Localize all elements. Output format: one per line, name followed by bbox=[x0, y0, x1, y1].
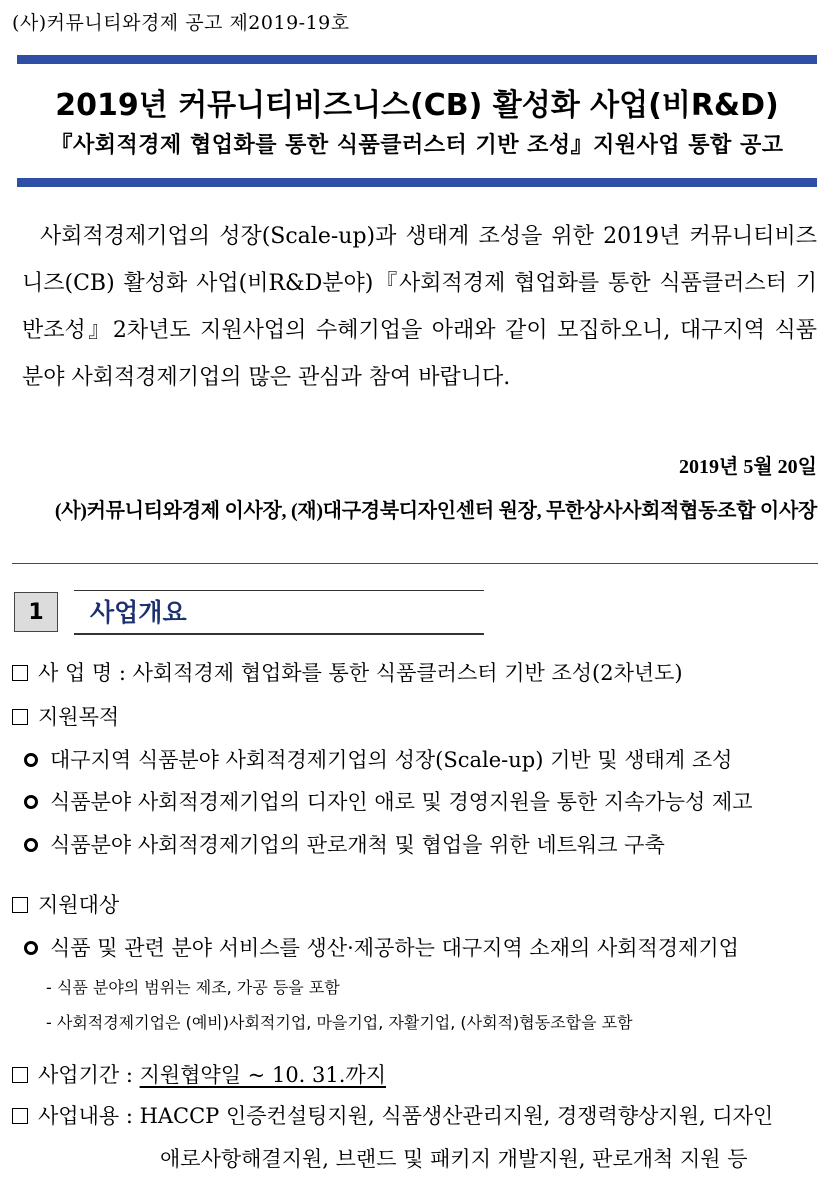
section-number: 1 bbox=[14, 592, 58, 632]
project-name-row bbox=[12, 657, 683, 687]
purpose-bullet-text: 식품분야 사회적경제기업의 디자인 애로 및 경영지원을 통한 지속가능성 제고 bbox=[50, 790, 753, 814]
purpose-bullet bbox=[24, 744, 732, 774]
content-row bbox=[12, 1100, 773, 1130]
divider bbox=[12, 563, 818, 564]
target-bullet-text: 식품 및 관련 분야 서비스를 생산·제공하는 대구지역 소재의 사회적경제기업 bbox=[50, 936, 739, 960]
checkbox-square-icon bbox=[12, 897, 28, 913]
target-note: - 사회적경제기업은 (예비)사회적기업, 마을기업, 자활기업, (사회적)협동조합을 포함 bbox=[46, 1013, 633, 1032]
target-label: 지원대상 bbox=[38, 893, 120, 917]
content-label: 사업내용 : HACCP 인증컨설팅지원, 식품생산관리지원, 경쟁력향상지원, 디자인 bbox=[38, 1104, 774, 1128]
period-row bbox=[12, 1059, 386, 1089]
section-title: 사업개요 bbox=[90, 598, 187, 627]
checkbox-square-icon bbox=[12, 709, 28, 725]
checkbox-square-icon bbox=[12, 1067, 28, 1083]
content-continuation: 애로사항해결지원, 브랜드 및 패키지 개발지원, 판로개척 지원 등 bbox=[160, 1147, 748, 1171]
signers: (사)커뮤니티와경제 이사장, (재)대구경북디자인센터 원장, 무한상사사회적협동조합 이사장 bbox=[54, 500, 817, 522]
purpose-bullet-text: 식품분야 사회적경제기업의 판로개척 및 협업을 위한 네트워크 구축 bbox=[50, 833, 665, 857]
circle-bullet-icon bbox=[24, 941, 38, 955]
circle-bullet-icon bbox=[24, 795, 38, 809]
purpose-bullet bbox=[24, 829, 665, 859]
title-bottom-bar bbox=[17, 178, 817, 187]
purpose-row bbox=[12, 701, 119, 731]
circle-bullet-icon bbox=[24, 753, 38, 767]
page-subtitle: 『사회적경제 협업화를 통한 식품클러스터 기반 조성』지원사업 통합 공고 bbox=[50, 133, 784, 158]
page-title: 2019년 커뮤니티비즈니스(CB) 활성화 사업(비R&D) bbox=[55, 88, 779, 123]
checkbox-square-icon bbox=[12, 1108, 28, 1124]
target-note: - 식품 분야의 범위는 제조, 가공 등을 포함 bbox=[46, 978, 340, 997]
announcement-date: 2019년 5월 20일 bbox=[679, 456, 817, 478]
purpose-bullet bbox=[24, 786, 753, 816]
period-value: 지원협약일 ~ 10. 31.까지 bbox=[139, 1063, 386, 1087]
circle-bullet-icon bbox=[24, 838, 38, 852]
purpose-label: 지원목적 bbox=[38, 705, 120, 729]
section-line-top bbox=[74, 590, 484, 591]
target-row bbox=[12, 889, 119, 919]
intro-paragraph: 사회적경제기업의 성장(Scale-up)과 생태계 조성을 위한 2019년 커뮤니티비즈니즈(CB) 활성화 사업(비R&D분야)『사회적경제 협업화를 통한 식품클러스터 기반조성』2차년도 지원사업의 수혜기업을 아래와 같이 모집하오니, 대구지역 식품 분야 사회적경제기업의 많은 관심과 참여 바랍니다. bbox=[22, 224, 817, 390]
purpose-bullet-text: 대구지역 식품분야 사회적경제기업의 성장(Scale-up) 기반 및 생태계 조성 bbox=[50, 748, 733, 772]
target-bullet bbox=[24, 932, 739, 962]
title-top-bar bbox=[17, 55, 817, 64]
checkbox-square-icon bbox=[12, 665, 28, 681]
notice-number: (사)커뮤니티와경제 공고 제2019-19호 bbox=[12, 12, 350, 34]
period-label: 사업기간 : bbox=[38, 1063, 140, 1087]
section-line-bottom bbox=[74, 633, 484, 635]
project-name-text: 사 업 명 : 사회적경제 협업화를 통한 식품클러스터 기반 조성(2차년도) bbox=[38, 661, 683, 685]
